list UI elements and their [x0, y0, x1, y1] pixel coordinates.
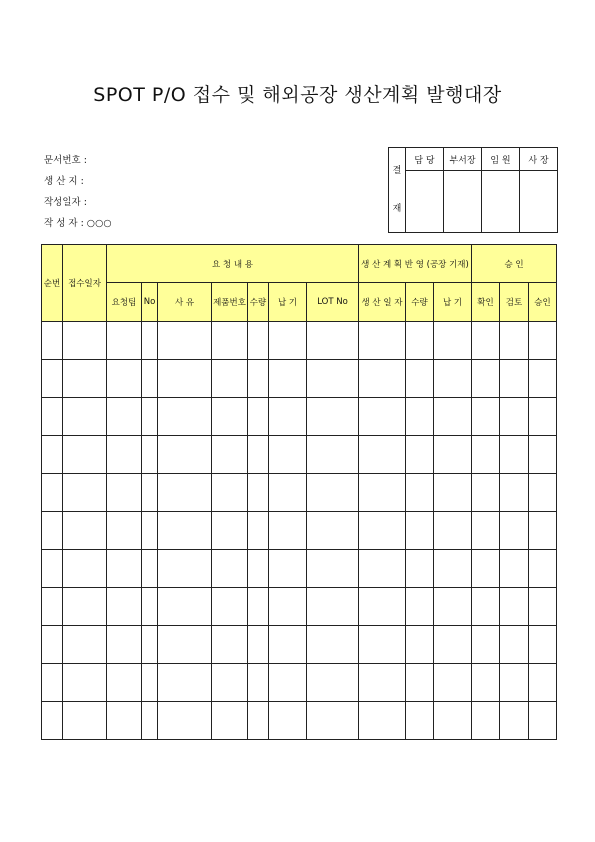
col-reason-header: 사 유 — [158, 283, 212, 322]
col-req-team-header: 요청팀 — [107, 283, 142, 322]
table-cell[interactable] — [142, 702, 158, 740]
table-cell[interactable] — [142, 626, 158, 664]
table-cell[interactable] — [248, 588, 269, 626]
table-cell[interactable] — [107, 398, 142, 436]
table-cell[interactable] — [158, 588, 212, 626]
table-cell[interactable] — [434, 550, 472, 588]
table-cell[interactable] — [500, 550, 529, 588]
table-cell[interactable] — [63, 702, 107, 740]
table-cell[interactable] — [142, 360, 158, 398]
table-cell[interactable] — [269, 322, 307, 360]
table-cell[interactable] — [472, 550, 500, 588]
table-subheader-row — [42, 283, 557, 322]
table-row — [42, 512, 557, 550]
table-cell[interactable] — [269, 436, 307, 474]
table-cell[interactable] — [359, 474, 406, 512]
table-cell[interactable] — [529, 664, 557, 702]
table-cell[interactable] — [269, 588, 307, 626]
table-cell[interactable] — [107, 702, 142, 740]
table-cell[interactable] — [529, 702, 557, 740]
approval-box — [388, 147, 558, 233]
table-cell[interactable] — [500, 702, 529, 740]
table-cell[interactable] — [269, 702, 307, 740]
table-cell[interactable] — [212, 664, 248, 702]
table-cell[interactable] — [107, 360, 142, 398]
table-cell[interactable] — [529, 474, 557, 512]
approval-side-label: 결 재 — [389, 148, 406, 233]
table-cell[interactable] — [248, 322, 269, 360]
table-cell[interactable] — [500, 474, 529, 512]
table-cell[interactable] — [472, 398, 500, 436]
col-plan-qty-header: 수량 — [406, 283, 434, 322]
table-cell[interactable] — [269, 512, 307, 550]
table-cell[interactable] — [307, 436, 359, 474]
table-cell[interactable] — [434, 474, 472, 512]
approval-header-staff: 담 당 — [406, 148, 444, 171]
table-cell[interactable] — [42, 702, 63, 740]
table-cell[interactable] — [212, 512, 248, 550]
date-label: 작성일자 : — [44, 197, 87, 208]
table-body — [42, 322, 557, 740]
table-cell[interactable] — [212, 550, 248, 588]
table-cell[interactable] — [500, 664, 529, 702]
table-cell[interactable] — [500, 626, 529, 664]
producer-label: 생 산 지 : — [44, 176, 84, 187]
table-cell[interactable] — [307, 360, 359, 398]
table-cell[interactable] — [434, 398, 472, 436]
table-cell[interactable] — [142, 512, 158, 550]
table-cell[interactable] — [529, 398, 557, 436]
table-cell[interactable] — [212, 322, 248, 360]
table-cell[interactable] — [42, 360, 63, 398]
table-cell[interactable] — [406, 664, 434, 702]
table-cell[interactable] — [406, 398, 434, 436]
col-prod-date-header: 생 산 일 자 — [359, 283, 406, 322]
table-cell[interactable] — [406, 474, 434, 512]
table-cell[interactable] — [63, 512, 107, 550]
table-cell[interactable] — [142, 588, 158, 626]
table-cell[interactable] — [434, 626, 472, 664]
approval-signature-cell[interactable] — [482, 171, 520, 233]
table-cell[interactable] — [63, 588, 107, 626]
table-cell[interactable] — [472, 436, 500, 474]
table-cell[interactable] — [142, 436, 158, 474]
table-cell[interactable] — [472, 588, 500, 626]
table-cell[interactable] — [212, 360, 248, 398]
table-cell[interactable] — [63, 474, 107, 512]
table-cell[interactable] — [158, 322, 212, 360]
table-cell[interactable] — [359, 550, 406, 588]
table-row — [42, 398, 557, 436]
table-cell[interactable] — [158, 626, 212, 664]
table-cell[interactable] — [406, 702, 434, 740]
table-cell[interactable] — [307, 664, 359, 702]
table-cell[interactable] — [500, 398, 529, 436]
table-cell[interactable] — [158, 664, 212, 702]
table-cell[interactable] — [142, 474, 158, 512]
table-cell[interactable] — [359, 664, 406, 702]
approval-group-header: 승 인 — [472, 245, 557, 283]
table-cell[interactable] — [248, 474, 269, 512]
table-cell[interactable] — [107, 588, 142, 626]
table-cell[interactable] — [529, 322, 557, 360]
table-cell[interactable] — [158, 436, 212, 474]
table-cell[interactable] — [248, 398, 269, 436]
table-cell[interactable] — [248, 664, 269, 702]
document-meta — [44, 150, 112, 234]
table-cell[interactable] — [472, 664, 500, 702]
table-row — [42, 436, 557, 474]
table-cell[interactable] — [359, 360, 406, 398]
table-cell[interactable] — [529, 550, 557, 588]
table-cell[interactable] — [212, 626, 248, 664]
request-group-header: 요 청 내 용 — [107, 245, 359, 283]
table-cell[interactable] — [63, 436, 107, 474]
table-cell[interactable] — [406, 512, 434, 550]
col-due-header: 납 기 — [269, 283, 307, 322]
table-cell[interactable] — [529, 588, 557, 626]
table-row — [42, 360, 557, 398]
table-cell[interactable] — [158, 512, 212, 550]
table-cell[interactable] — [107, 474, 142, 512]
table-cell[interactable] — [212, 474, 248, 512]
table-cell[interactable] — [158, 550, 212, 588]
col-plan-due-header: 납 기 — [434, 283, 472, 322]
table-cell[interactable] — [307, 512, 359, 550]
table-cell[interactable] — [529, 512, 557, 550]
table-cell[interactable] — [269, 626, 307, 664]
approval-signature-cell[interactable] — [406, 171, 444, 233]
table-cell[interactable] — [472, 360, 500, 398]
table-cell[interactable] — [406, 322, 434, 360]
table-cell[interactable] — [158, 398, 212, 436]
approval-signature-cell[interactable] — [444, 171, 482, 233]
table-cell[interactable] — [107, 550, 142, 588]
table-cell[interactable] — [434, 436, 472, 474]
table-cell[interactable] — [529, 360, 557, 398]
table-cell[interactable] — [63, 398, 107, 436]
table-cell[interactable] — [500, 360, 529, 398]
table-cell[interactable] — [269, 360, 307, 398]
table-cell[interactable] — [359, 702, 406, 740]
table-cell[interactable] — [212, 436, 248, 474]
table-cell[interactable] — [158, 702, 212, 740]
table-cell[interactable] — [42, 512, 63, 550]
table-cell[interactable] — [42, 398, 63, 436]
table-cell[interactable] — [248, 702, 269, 740]
table-cell[interactable] — [63, 626, 107, 664]
table-cell[interactable] — [248, 512, 269, 550]
table-cell[interactable] — [434, 360, 472, 398]
table-cell[interactable] — [472, 322, 500, 360]
table-row — [42, 702, 557, 740]
doc-number-label: 문서번호 : — [44, 155, 87, 166]
table-cell[interactable] — [248, 436, 269, 474]
table-row — [42, 474, 557, 512]
table-cell[interactable] — [142, 322, 158, 360]
table-cell[interactable] — [63, 322, 107, 360]
table-row — [42, 550, 557, 588]
table-cell[interactable] — [472, 702, 500, 740]
table-cell[interactable] — [359, 512, 406, 550]
table-cell[interactable] — [63, 550, 107, 588]
table-cell[interactable] — [307, 322, 359, 360]
table-cell[interactable] — [107, 664, 142, 702]
table-cell[interactable] — [107, 512, 142, 550]
table-cell[interactable] — [107, 626, 142, 664]
col-approve-header: 승인 — [529, 283, 557, 322]
col-seq-header: 순번 — [42, 245, 63, 322]
table-cell[interactable] — [434, 664, 472, 702]
table-cell[interactable] — [359, 398, 406, 436]
table-row — [42, 626, 557, 664]
table-cell[interactable] — [500, 588, 529, 626]
table-cell[interactable] — [500, 436, 529, 474]
table-cell[interactable] — [269, 664, 307, 702]
table-cell[interactable] — [307, 398, 359, 436]
table-cell[interactable] — [42, 436, 63, 474]
table-cell[interactable] — [42, 474, 63, 512]
approval-header-president: 사 장 — [520, 148, 558, 171]
table-cell[interactable] — [472, 626, 500, 664]
table-cell[interactable] — [212, 398, 248, 436]
table-cell[interactable] — [107, 436, 142, 474]
table-cell[interactable] — [42, 550, 63, 588]
table-cell[interactable] — [269, 474, 307, 512]
table-cell[interactable] — [158, 360, 212, 398]
table-cell[interactable] — [406, 360, 434, 398]
col-lot-header: LOT No — [307, 283, 359, 322]
approval-header-executive: 임 원 — [482, 148, 520, 171]
page-title: SPOT P/O 접수 및 해외공장 생산계획 발행대장 — [93, 84, 502, 106]
table-cell[interactable] — [269, 398, 307, 436]
table-cell[interactable] — [248, 550, 269, 588]
table-cell[interactable] — [406, 550, 434, 588]
table-cell[interactable] — [248, 626, 269, 664]
table-cell[interactable] — [212, 702, 248, 740]
table-row — [42, 588, 557, 626]
col-product-no-header: 제품번호 — [212, 283, 248, 322]
table-cell[interactable] — [269, 550, 307, 588]
table-cell[interactable] — [434, 322, 472, 360]
table-cell[interactable] — [63, 664, 107, 702]
table-cell[interactable] — [359, 626, 406, 664]
table-cell[interactable] — [406, 626, 434, 664]
table-cell[interactable] — [434, 512, 472, 550]
table-cell[interactable] — [434, 702, 472, 740]
table-cell[interactable] — [472, 474, 500, 512]
table-cell[interactable] — [42, 664, 63, 702]
table-cell[interactable] — [212, 588, 248, 626]
table-cell[interactable] — [107, 322, 142, 360]
table-cell[interactable] — [142, 398, 158, 436]
register-table — [41, 244, 557, 740]
table-cell[interactable] — [307, 702, 359, 740]
table-cell[interactable] — [307, 474, 359, 512]
table-cell[interactable] — [359, 322, 406, 360]
col-no-header: No — [142, 283, 158, 322]
table-cell[interactable] — [529, 626, 557, 664]
table-cell[interactable] — [63, 360, 107, 398]
col-receipt-date-header: 접수일자 — [63, 245, 107, 322]
table-cell[interactable] — [307, 550, 359, 588]
table-cell[interactable] — [359, 588, 406, 626]
table-cell[interactable] — [158, 474, 212, 512]
approval-signature-cell[interactable] — [520, 171, 558, 233]
table-cell[interactable] — [42, 626, 63, 664]
table-cell[interactable] — [529, 436, 557, 474]
col-qty-header: 수량 — [248, 283, 269, 322]
table-cell[interactable] — [307, 588, 359, 626]
table-cell[interactable] — [406, 436, 434, 474]
plan-group-header: 생 산 계 획 반 영 (공장 기재) — [359, 245, 472, 283]
approval-header-dept-head: 부서장 — [444, 148, 482, 171]
col-confirm-header: 확인 — [472, 283, 500, 322]
table-cell[interactable] — [248, 360, 269, 398]
table-row — [42, 664, 557, 702]
col-review-header: 검토 — [500, 283, 529, 322]
table-cell[interactable] — [307, 626, 359, 664]
table-cell[interactable] — [42, 588, 63, 626]
table-cell[interactable] — [142, 664, 158, 702]
author-label: 작 성 자 : ○○○ — [44, 218, 112, 229]
table-cell[interactable] — [359, 436, 406, 474]
table-cell[interactable] — [500, 322, 529, 360]
table-cell[interactable] — [434, 588, 472, 626]
table-header-row — [42, 245, 557, 283]
table-cell[interactable] — [500, 512, 529, 550]
table-cell[interactable] — [406, 588, 434, 626]
table-row — [42, 322, 557, 360]
table-cell[interactable] — [142, 550, 158, 588]
table-cell[interactable] — [42, 322, 63, 360]
table-cell[interactable] — [472, 512, 500, 550]
